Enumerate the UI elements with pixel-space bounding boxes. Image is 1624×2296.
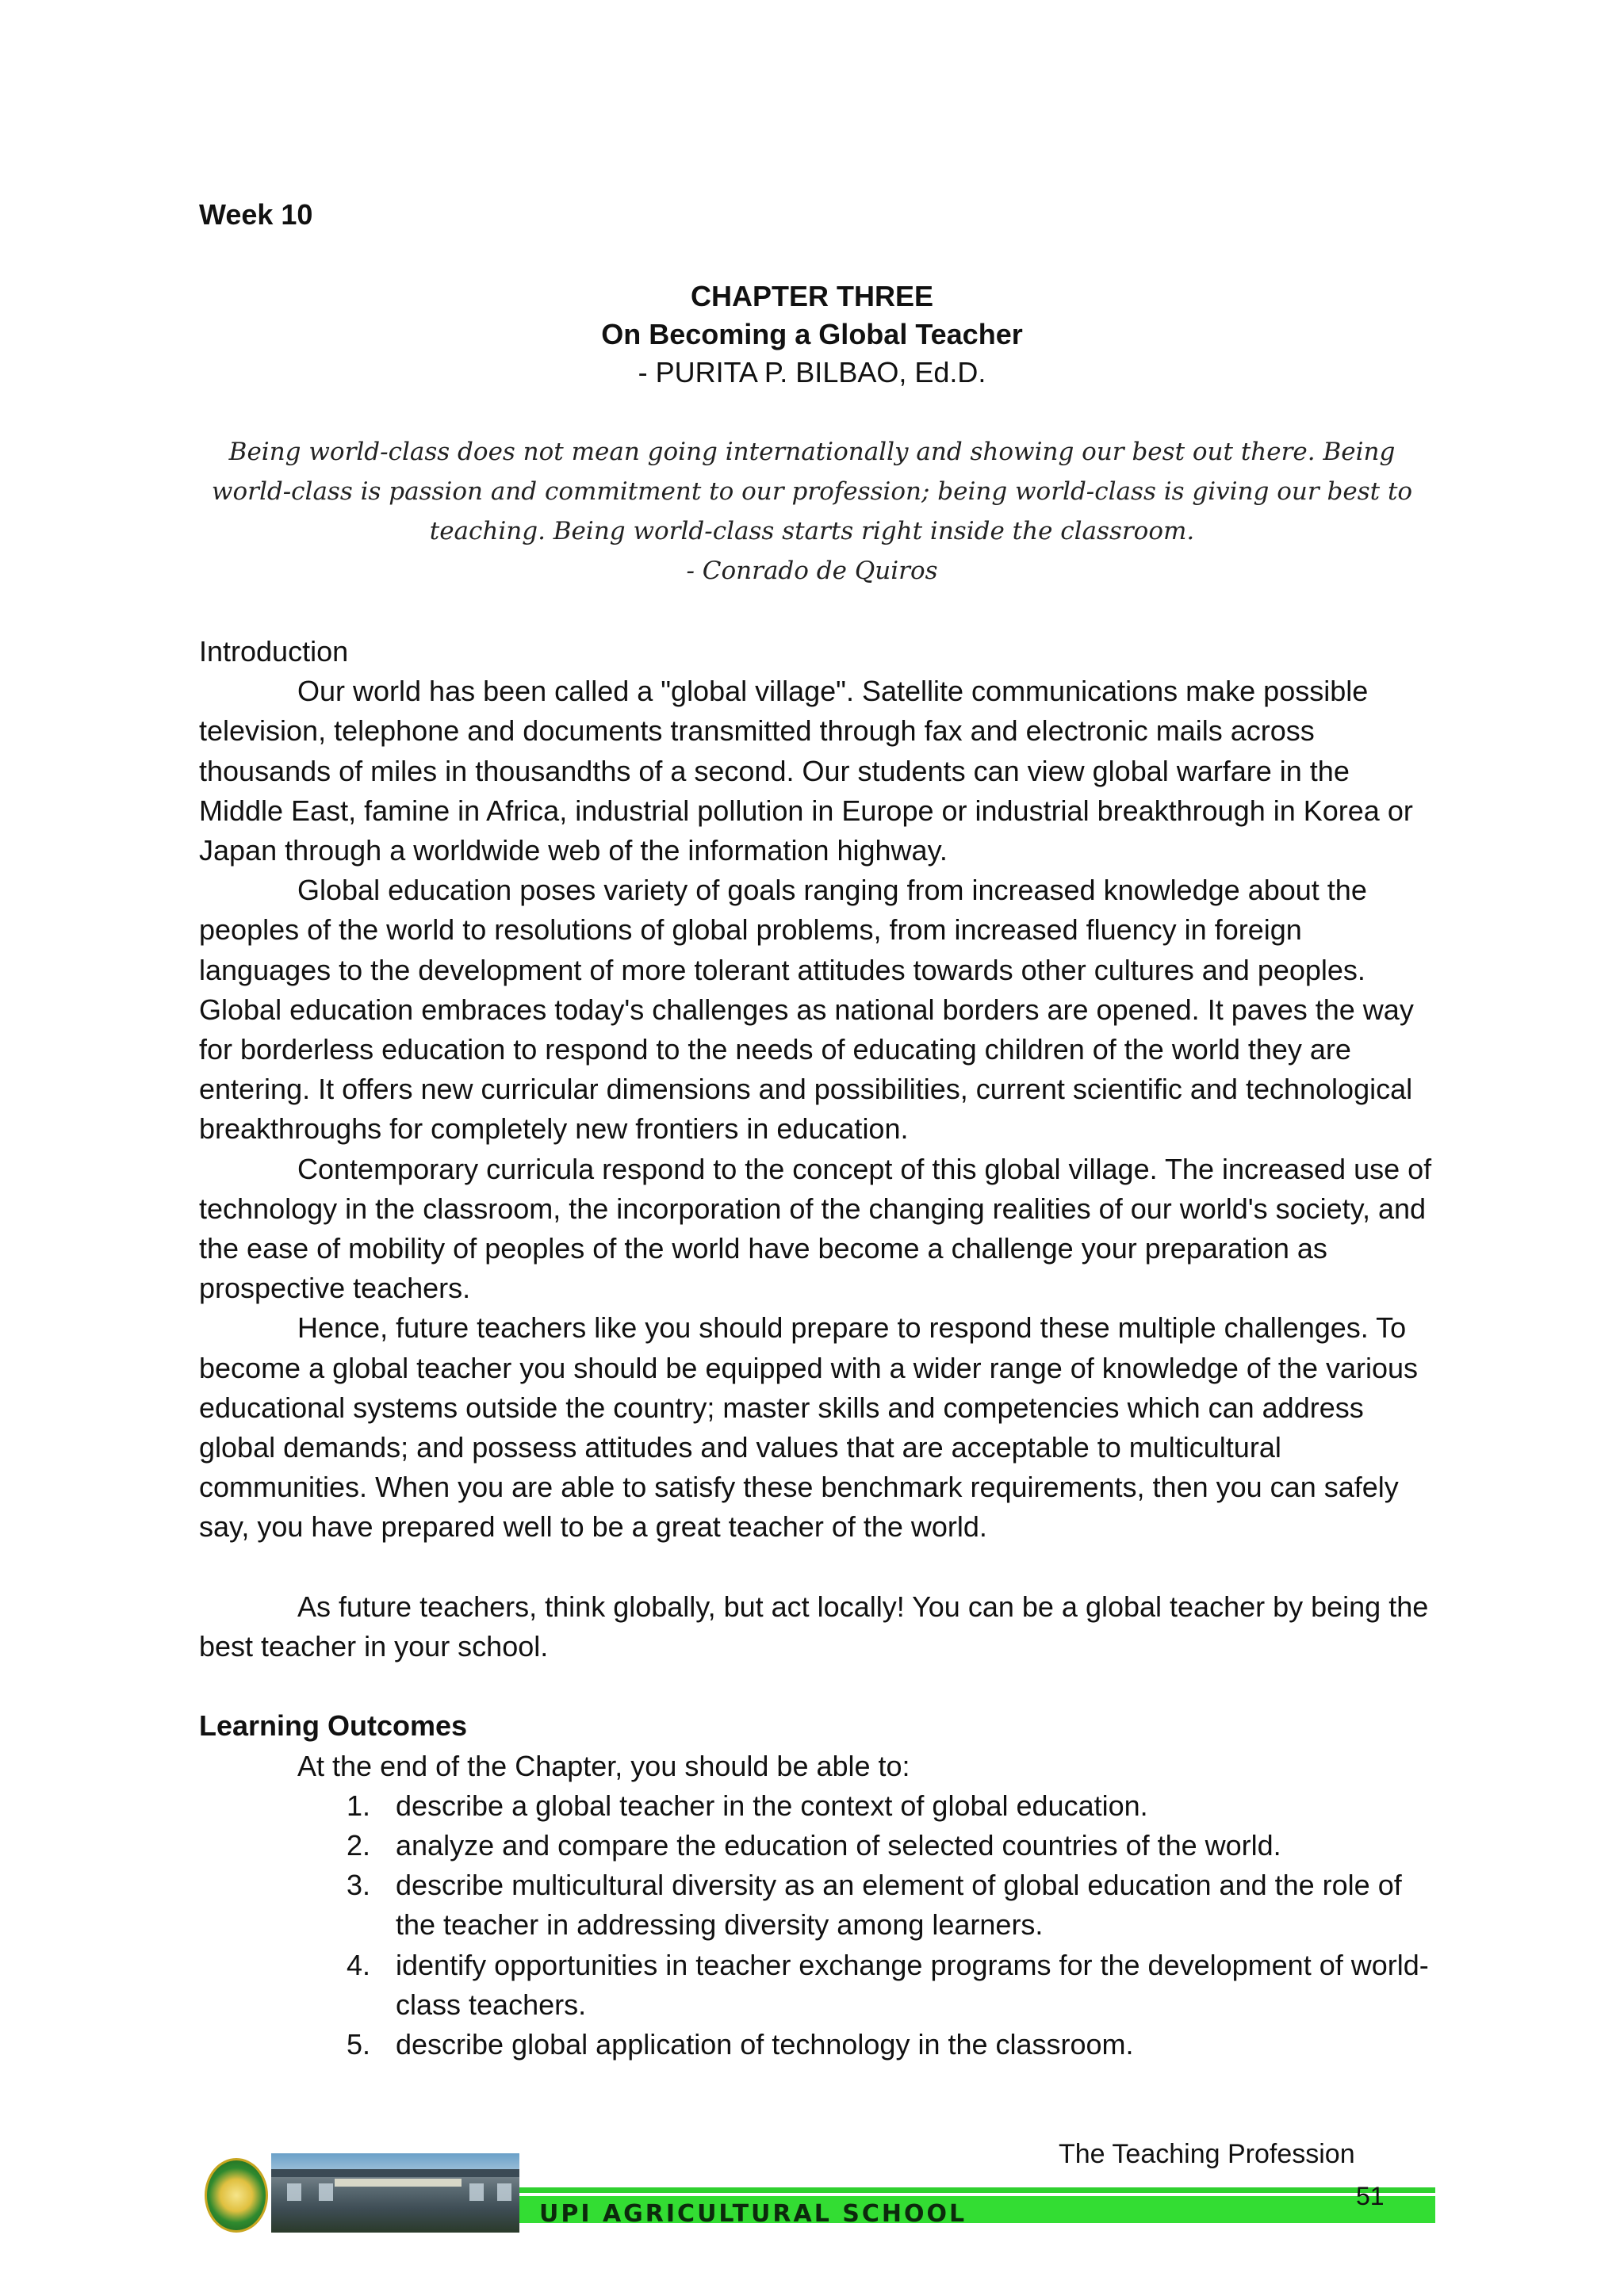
list-item-number: 5.	[347, 2028, 371, 2061]
list-item-text: describe a global teacher in the context of global education.	[396, 1789, 1148, 1822]
list-item-number: 1.	[347, 1789, 371, 1822]
introduction-heading: Introduction	[199, 635, 349, 668]
chapter-author: - PURITA P. BILBAO, Ed.D.	[638, 356, 986, 388]
quote-text: Being world-class does not mean going internationally and showing our best out there. Being world-class is passion and commitment to our profession; being world-class is giving our best to teaching. Being world-class starts right inside the classroom.	[211, 438, 1413, 545]
list-item-number: 2.	[347, 1829, 371, 1862]
intro-paragraph-4: Hence, future teachers like you should prepare to respond these multiple challenges. To become a global teacher you should be equipped with a wider range of knowledge of the various educational systems outside the country; master skills and competencies which can address global demands; and possess attitudes and values that are acceptable to multicultural communities. When you are able to satisfy these benchmark requirements, then you can safely say, you have prepared well to be a great teacher of the world.	[199, 1311, 1419, 1544]
photo-window	[469, 2183, 484, 2201]
body-text	[199, 632, 1436, 2064]
list-item-number: 4.	[347, 1948, 371, 1981]
chapter-heading	[0, 277, 1624, 392]
photo-sign	[335, 2179, 462, 2187]
intro-paragraph-2: Global education poses variety of goals ranging from increased knowledge about the peoples of the world to resolutions of global problems, from increased fluency in foreign languages to the development of more tolerant attitudes towards other cultures and peoples. Global education embraces today's challenges as national borders are opened. It paves the way for borderless education to respond to the needs of educating children of the world they are entering. It offers new curricular dimensions and possibilities, current scientific and technological breakthroughs for completely new frontiers in education.	[199, 874, 1414, 1146]
week-label: Week 10	[199, 198, 313, 231]
intro-paragraph-5: As future teachers, think globally, but act locally! You can be a global teacher by being the best teacher in your school.	[199, 1590, 1429, 1663]
learning-outcomes-list	[199, 1786, 1436, 2064]
intro-paragraph-1: Our world has been called a "global village". Satellite communications make possible television, telephone and documents transmitted through fax and electronic mails across thousands of miles in thousandths of a second. Our students can view global warfare in the Middle East, famine in Africa, industrial pollution in Europe or industrial breakthrough in Korea or Japan through a worldwide web of the information highway.	[199, 675, 1413, 867]
learning-outcomes-intro: At the end of the Chapter, you should be able to:	[297, 1749, 910, 1782]
paragraph-spacer	[199, 1548, 1436, 1587]
chapter-title: On Becoming a Global Teacher	[601, 318, 1023, 350]
list-item	[347, 2025, 1436, 2064]
photo-window	[319, 2183, 333, 2201]
footer-course-title: The Teaching Profession	[1059, 2139, 1355, 2169]
list-item-text: identify opportunities in teacher exchange programs for the development of world-class teachers.	[396, 1948, 1429, 2021]
page-number: 51	[1356, 2182, 1385, 2210]
photo-window	[497, 2183, 511, 2201]
list-item	[347, 1946, 1436, 2025]
photo-window	[287, 2183, 301, 2201]
list-item-text: describe global application of technology in the classroom.	[396, 2028, 1134, 2061]
chapter-number: CHAPTER THREE	[690, 280, 934, 312]
epigraph-quote	[199, 432, 1425, 591]
learning-outcomes-heading: Learning Outcomes	[199, 1709, 468, 1743]
list-item	[347, 1786, 1436, 1826]
footer-school-name: UPI AGRICULTURAL SCHOOL	[539, 2200, 967, 2228]
list-item-text: analyze and compare the education of selected countries of the world.	[396, 1829, 1281, 1862]
list-item-text: describe multicultural diversity as an element of global education and the role of the teacher in addressing diversity among learners.	[396, 1869, 1402, 1942]
quote-attribution: - Conrado de Quiros	[686, 557, 938, 585]
list-item	[347, 1826, 1436, 1866]
intro-paragraph-3: Contemporary curricula respond to the concept of this global village. The increased use of technology in the classroom, the incorporation of the changing realities of our world's society, and the ease of mobility of peoples of the world have become a challenge your preparation as prospective teachers.	[199, 1152, 1432, 1305]
footer-banner-stripe	[519, 2187, 1435, 2193]
school-seal-logo	[205, 2158, 268, 2233]
list-item	[347, 1866, 1436, 1945]
photo-roof	[271, 2169, 519, 2177]
list-item-number: 3.	[347, 1869, 371, 1902]
paragraph-spacer	[199, 1667, 1436, 1706]
school-building-photo	[271, 2153, 519, 2233]
